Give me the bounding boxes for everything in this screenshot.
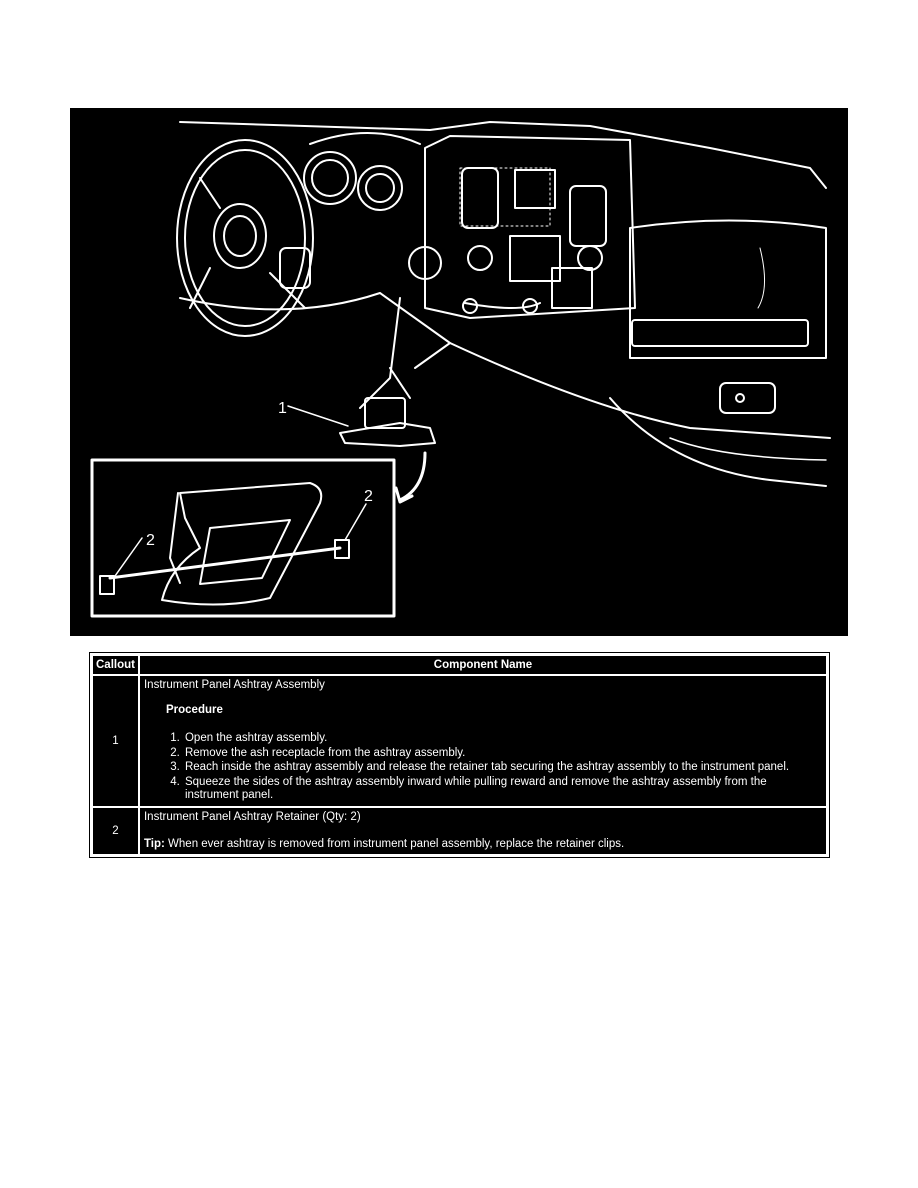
header-callout: Callout: [92, 655, 139, 675]
tip-text: When ever ashtray is removed from instrument panel assembly, replace the retainer clips.: [164, 838, 625, 850]
callout-2-left-leader: [115, 538, 142, 576]
callout-cell: 2: [92, 807, 139, 855]
callout-arrow: [400, 453, 425, 500]
callout-cell: 1: [92, 675, 139, 807]
gauge-cluster: [304, 133, 420, 210]
steering-wheel: [177, 140, 313, 336]
procedure-title: Procedure: [165, 704, 223, 716]
component-cell: [139, 675, 827, 807]
callout-1-leader: [288, 406, 348, 426]
procedure-step: 3. Reach inside the ashtray assembly and release the retainer tab securing the ashtray assembly to the instrument panel.: [183, 761, 822, 774]
illustration-dashboard-ashtray: [70, 108, 848, 636]
callout-1-label: 1: [278, 400, 287, 417]
procedure-step: 1. Open the ashtray assembly.: [183, 732, 822, 745]
callout-2-left-label: 2: [146, 532, 155, 549]
table-row: [92, 807, 827, 855]
procedure-step: 2. Remove the ash receptacle from the ashtray assembly.: [183, 747, 822, 760]
callout-2-right-leader: [345, 504, 366, 540]
inset-frame: [92, 460, 394, 616]
tip-line: [144, 838, 822, 851]
component-cell: [139, 807, 827, 855]
procedure-step: 4. Squeeze the sides of the ashtray assembly inward while pulling reward and remove the ashtray assembly from the instrument panel.: [183, 776, 822, 802]
dash-top-edge: [180, 122, 826, 188]
header-component-name: Component Name: [139, 655, 827, 675]
callout-2-right-label: 2: [364, 488, 373, 505]
callout-table: [89, 652, 830, 858]
procedure-steps: [144, 732, 822, 802]
center-stack: [409, 136, 635, 318]
tip-label: Tip:: [143, 838, 165, 850]
component-name: Instrument Panel Ashtray Retainer (Qty: 2): [143, 811, 361, 823]
component-name: Instrument Panel Ashtray Assembly: [143, 679, 325, 691]
glove-box: [630, 221, 826, 414]
table-header-row: [92, 655, 827, 675]
table-row: [92, 675, 827, 807]
